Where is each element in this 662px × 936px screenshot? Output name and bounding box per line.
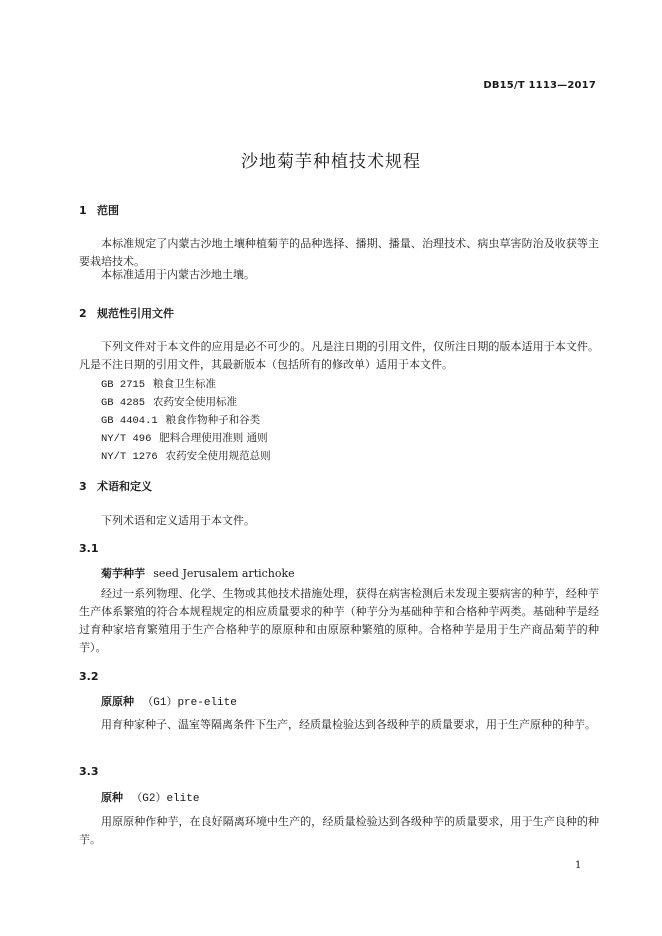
page-title: 沙地菊芋种植技术规程 bbox=[241, 152, 421, 172]
reference-title: 农药安全使用规范总则 bbox=[165, 450, 271, 462]
paragraph: 下列文件对于本文件的应用是必不可少的。凡是注日期的引用文件，仅所注日期的版本适用于本文件。凡是不注日期的引用文件，其最新版本（包括所有的修改单）适用于本文件。 bbox=[79, 340, 599, 371]
term-number: 3.3 bbox=[79, 765, 99, 778]
reference-code: GB 4404.1 bbox=[101, 415, 158, 427]
term-en: （G1）pre-elite bbox=[142, 697, 237, 709]
reference-item bbox=[101, 412, 260, 427]
paragraph: 本标准规定了内蒙古沙地土壤种植菊芋的品种选择、播期、播量、治理技术、病虫草害防治及收获等主要栽培技术。 bbox=[79, 237, 599, 268]
term-number: 3.2 bbox=[79, 670, 99, 683]
term-zh: 原种 bbox=[101, 791, 123, 804]
reference-code: NY/T 1276 bbox=[101, 451, 158, 463]
section-title: 范围 bbox=[97, 204, 119, 217]
term-zh: 菊芋种芋 bbox=[101, 567, 145, 580]
page-number: 1 bbox=[575, 860, 582, 871]
section-number: 3 bbox=[79, 480, 87, 493]
section-heading-scope bbox=[79, 202, 119, 218]
term-number: 3.1 bbox=[79, 542, 99, 555]
reference-code: GB 2715 bbox=[101, 379, 146, 391]
section-number: 2 bbox=[79, 307, 87, 320]
reference-title: 肥料合理使用准则 通则 bbox=[159, 432, 268, 444]
term-entry bbox=[101, 789, 199, 805]
section-title: 规范性引用文件 bbox=[97, 307, 174, 320]
section-heading-normative-references bbox=[79, 305, 174, 321]
reference-item bbox=[101, 394, 237, 409]
reference-item bbox=[101, 448, 271, 463]
term-entry bbox=[101, 693, 237, 709]
reference-title: 粮食卫生标准 bbox=[152, 378, 216, 390]
term-zh: 原原种 bbox=[101, 695, 134, 708]
section-heading-terms bbox=[79, 478, 152, 494]
term-definition: 用育种家种子、温室等隔离条件下生产，经质量检验达到各级种芋的质量要求，用于生产原种的种芋。 bbox=[101, 718, 596, 731]
reference-item bbox=[101, 430, 268, 445]
term-definition: 经过一系列物理、化学、生物或其他技术措施处理，获得在病害检测后未发现主要病害的种芋，经种芋生产体系繁殖的符合本规程规定的相应质量要求的种芋（种芋分为基础种芋和合格种芋两类。基础种芋是经过育种家培育繁殖用于生产合格种芋的原原种和由原原种繁殖的原种。合格种芋是用于生产商品菊芋的种芋）。 bbox=[79, 587, 599, 654]
reference-code: NY/T 496 bbox=[101, 433, 152, 445]
section-title: 术语和定义 bbox=[97, 480, 152, 493]
term-entry bbox=[101, 565, 295, 581]
paragraph: 下列术语和定义适用于本文件。 bbox=[101, 514, 255, 527]
reference-title: 农药安全使用标准 bbox=[152, 396, 237, 408]
section-number: 1 bbox=[79, 204, 87, 217]
reference-title: 粮食作物种子和谷类 bbox=[165, 414, 261, 426]
reference-code: GB 4285 bbox=[101, 397, 146, 409]
reference-item bbox=[101, 376, 216, 391]
term-en: seed Jerusalem artichoke bbox=[153, 567, 295, 580]
document-code: DB15/T 1113—2017 bbox=[483, 80, 596, 91]
term-en: （G2）elite bbox=[131, 793, 200, 805]
paragraph: 本标准适用于内蒙古沙地土壤。 bbox=[101, 268, 255, 281]
term-definition: 用原原种作种芋，在良好隔离环境中生产的，经质量检验达到各级种芋的质量要求，用于生产良种的种芋。 bbox=[79, 815, 599, 846]
